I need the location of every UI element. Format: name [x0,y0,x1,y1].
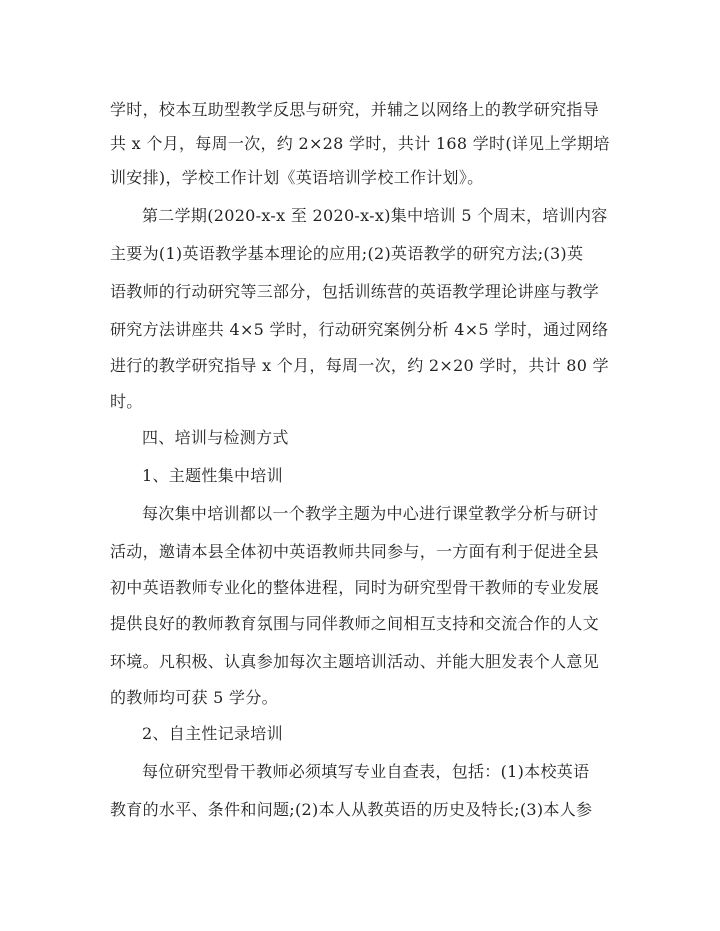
paragraph-line: 语教师的行动研究等三部分，包括训练营的英语教学理论讲座与教学 [110,282,600,301]
paragraph-line: 训安排)，学校工作计划《英语培训学校工作计划》。 [110,168,484,187]
paragraph-line: 教育的水平、条件和问题;(2)本人从教英语的历史及特长;(3)本人参 [110,800,593,819]
paragraph-line: 初中英语教师专业化的整体进程，同时为研究型骨干教师的专业发展 [110,578,600,597]
paragraph-line: 第二学期(2020-x-x 至 2020-x-x)集中培训 5 个周末，培训内容 [142,206,608,225]
paragraph-line: 主要为(1)英语教学基本理论的应用;(2)英语教学的研究方法;(3)英 [110,244,584,263]
paragraph-line: 环境。凡积极、认真参加每次主题培训活动、并能大胆发表个人意见 [110,652,600,671]
paragraph-line: 学时，校本互助型教学反思与研究，并辅之以网络上的教学研究指导 [110,100,600,119]
paragraph-line: 每位研究型骨干教师必须填写专业自查表，包括：(1)本校英语 [142,762,590,781]
paragraph-line: 每次集中培训都以一个教学主题为中心进行课堂教学分析与研讨 [142,504,599,523]
paragraph-line: 研究方法讲座共 4×5 学时，行动研究案例分析 4×5 学时，通过网络 [110,320,609,339]
paragraph-line: 进行的教学研究指导 x 个月，每周一次，约 2×20 学时，共计 80 学 [110,356,609,375]
section-heading: 四、培训与检测方式 [142,428,289,447]
paragraph-line: 的教师均可获 5 学分。 [110,688,278,707]
paragraph-line: 活动，邀请本县全体初中英语教师共同参与，一方面有利于促进全县 [110,542,600,561]
subsection-heading: 2、自主性记录培训 [142,724,283,743]
paragraph-line: 共 x 个月，每周一次，约 2×28 学时，共计 168 学时(详见上学期培 [110,134,610,153]
paragraph-line: 时。 [110,392,143,411]
paragraph-line: 提供良好的教师教育氛围与同伴教师之间相互支持和交流合作的人文 [110,614,600,633]
subsection-heading: 1、主题性集中培训 [142,466,283,485]
